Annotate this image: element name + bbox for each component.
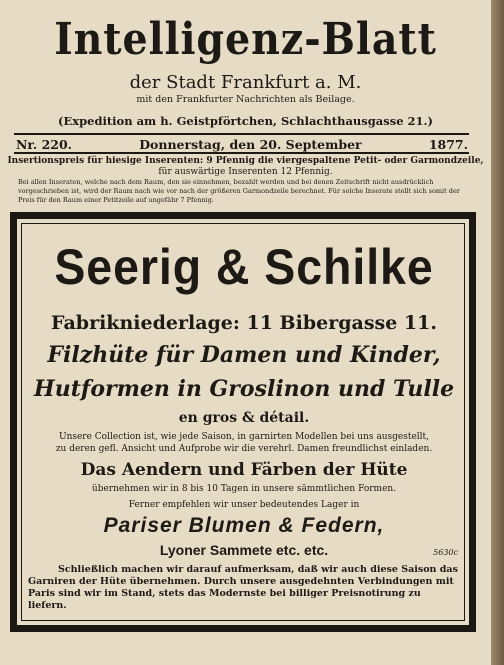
pricing-line-2: für auswärtige Inserenten 12 Pfennig. — [158, 167, 333, 177]
ad-collection-line-1: Unsere Collection ist, wie jede Saison, in garnirten Modellen bei uns ausgestellt, — [58, 432, 429, 442]
ad-filzhuete-line: Filzhüte für Damen und Kinder, — [47, 342, 441, 368]
ad-reference-code: 5630c — [433, 548, 458, 557]
issue-year: 1877. — [428, 137, 468, 152]
page-edge — [491, 0, 504, 665]
ad-pariser-line: Pariser Blumen & Federn, — [103, 514, 385, 537]
ad-brand-name: Seerig & Schilke — [54, 239, 434, 295]
ad-uebernehmen-line: übernehmen wir in 8 bis 10 Tagen in unsere sämmtlichen Formen. — [91, 484, 397, 494]
expedition-line: (Expedition am h. Geistpförtchen, Schlachthausgasse 21.) — [58, 114, 433, 128]
pricing-line-1: Insertionspreis für hiesige Inserenten: 9 Pfennig die viergespaltene Petit- oder Garmondzeile, — [7, 156, 484, 166]
advertisement-inner-frame — [21, 223, 465, 621]
ad-aendern-line: Das Aendern und Färben der Hüte — [80, 460, 408, 480]
ad-collection-line-2: zu deren gefl. Ansicht und Aufprobe wir die verehrl. Damen freundlichst einladen. — [55, 444, 433, 454]
issue-row — [16, 137, 468, 152]
issue-date: Donnerstag, den 20. September — [139, 137, 362, 152]
pricing-fine-print: Bei allen Inseraten, welche nach dem Raum, den sie einnehmen, bezahlt werden und bei denen Zeitschrift nicht ausdrücklich vorgeschrieben ist, wird der Raum nach wie vor nach der größeren Garmondzeile berechnet. Für solche Inserate stellt sich somit der Preis für den Raum einer Petitzeile auf ungefähr 7 Pfennig. — [18, 178, 460, 204]
ad-lyoner-line: Lyoner Sammete etc. etc. — [159, 542, 329, 558]
top-rule — [14, 133, 469, 135]
ad-ferner-line: Ferner empfehlen wir unser bedeutendes Lager in — [128, 500, 360, 510]
newspaper-title: Intelligenz-Blatt — [54, 14, 437, 65]
newspaper-subtitle: der Stadt Frankfurt a. M. — [129, 72, 362, 93]
bottom-rule — [14, 152, 469, 154]
ad-engros-line: en gros & détail. — [178, 410, 310, 426]
ad-closing-paragraph: Schließlich machen wir darauf aufmerksam, daß wir auch diese Saison das Garniren der Hüte übernehmen. Durch unsere ausgedehnten Verbindungen mit Paris sind wir im Stand, stets das Modernste bei billiger Preisnotirung zu liefern. — [28, 564, 458, 611]
advertisement — [10, 212, 476, 632]
newspaper-subline: mit den Frankfurter Nachrichten als Beilage. — [136, 94, 355, 105]
ad-hutformen-line: Hutformen in Groslinon und Tulle — [33, 376, 455, 402]
issue-number: Nr. 220. — [16, 137, 73, 152]
ad-fabrik-line: Fabrikniederlage: 11 Bibergasse 11. — [51, 312, 437, 334]
